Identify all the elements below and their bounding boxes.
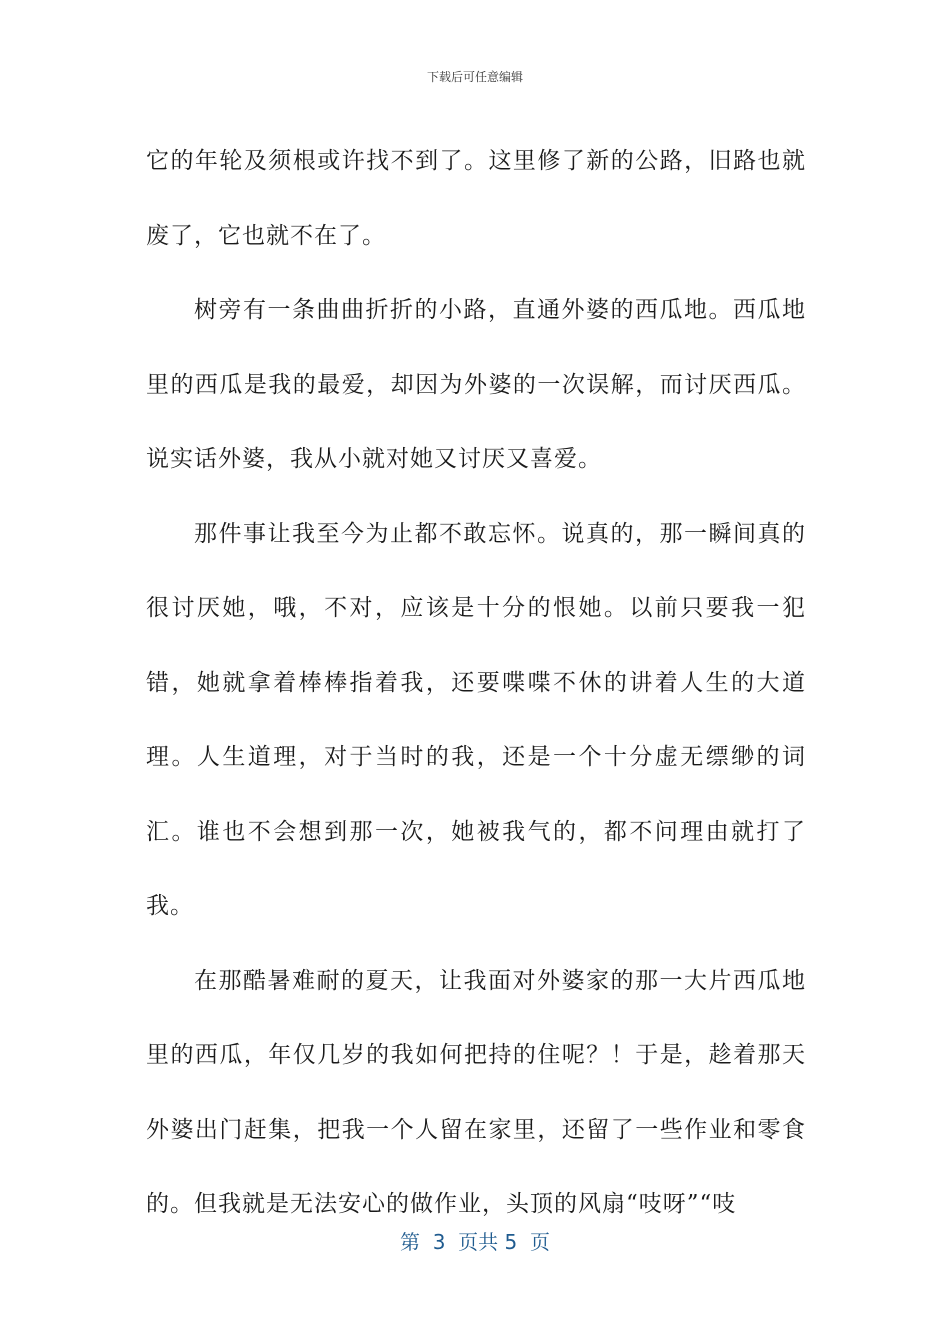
header-note: 下载后可任意编辑 xyxy=(426,70,523,84)
page-indicator: 第 3 页共 5 页 xyxy=(400,1230,550,1254)
paragraph-4: 在那酷暑难耐的夏天，让我面对外婆家的那一大片西瓜地里的西瓜，年仅几岁的我如何把持的住呢？！于是，趁着那天外婆出门赶集，把我一个人留在家里，还留了一些作业和零食的。但我就是无法安心的做作业，头顶的风扇“吱呀”“吱 xyxy=(146,967,806,1217)
document-body xyxy=(146,124,806,1242)
paragraph-3: 那件事让我至今为止都不敢忘怀。说真的，那一瞬间真的很讨厌她，哦，不对，应该是十分的恨她。以前只要我一犯错，她就拿着棒棒指着我，还要喋喋不休的讲着人生的大道理。人生道理，对于当时的我，还是一个十分虚无缥缈的词汇。谁也不会想到那一次，她被我气的，都不问理由就打了我。 xyxy=(146,520,806,919)
paragraph-2: 树旁有一条曲曲折折的小路，直通外婆的西瓜地。西瓜地里的西瓜是我的最爱，却因为外婆的一次误解，而讨厌西瓜。说实话外婆，我从小就对她又讨厌又喜爱。 xyxy=(146,297,806,472)
paragraph-1: 它的年轮及须根或许找不到了。这里修了新的公路，旧路也就废了，它也就不在了。 xyxy=(146,148,806,249)
